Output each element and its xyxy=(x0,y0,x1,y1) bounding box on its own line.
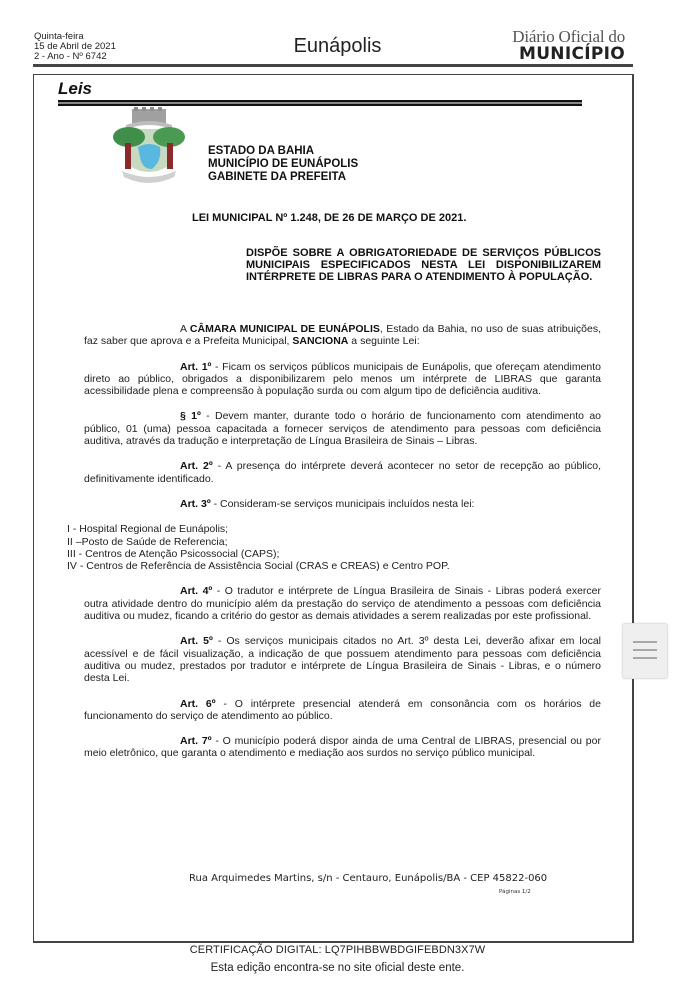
site-note: Esta edição encontra-se no site oficial deste ente. xyxy=(210,962,465,974)
service-item: III - Centros de Atenção Psicossocial (CAPS); xyxy=(67,547,280,560)
law-title: LEI MUNICIPAL Nº 1.248, DE 26 DE MARÇO DE 2021. xyxy=(192,212,467,224)
office-name: GABINETE DA PREFEITA xyxy=(208,171,347,183)
government-heading xyxy=(208,145,358,184)
edition-date: 15 de Abril de 2021 xyxy=(34,41,116,52)
services-list xyxy=(67,523,601,572)
intro-paragraph: A CÂMARA MUNICIPAL DE EUNÁPOLIS, Estado da Bahia, no uso de suas atribuições, faz saber que aprova e a Prefeita Municipal, SANCIONA a seguinte Lei: xyxy=(84,323,602,348)
city-name: Eunápolis xyxy=(293,35,382,57)
law-ementa: DISPÕE SOBRE A OBRIGATORIEDADE DE SERVIÇOS PÚBLICOS MUNICIPAIS ESPECIFICADOS NESTA LEI DISPONIBILIZAREM INTÉRPRETE DE LIBRAS PARA O ATENDIMENTO À POPULAÇÃO. xyxy=(246,247,601,283)
service-item: II –Posto de Saúde de Referencia; xyxy=(67,535,228,548)
article-5: Art. 5º - Os serviços municipais citados no Art. 3º desta Lei, deverão afixar em local acessível e de fácil visualização, a indicação de que possuem atendimento para pessoas com deficiência auditiva ou mudez, prestados por tradutor e intérprete de Língua Brasileira de Sinais - Libras, e o número desta Lei. xyxy=(84,635,601,685)
municipal-coat-of-arms-icon xyxy=(112,107,186,189)
article-6: Art. 6º - O intérprete presencial atenderá em consonância com os horários de funcionamento do serviço de atendimento ao público. xyxy=(84,697,601,722)
service-item: IV - Centros de Referência de Assistência Social (CRAS e CREAS) e Centro POP. xyxy=(67,560,450,573)
paragraph-1: § 1º - Devem manter, durante todo o horário de funcionamento com atendimento ao público, 01 (uma) pessoa capacitada a fornecer serviços de atendimento para pessoas com deficiência auditiva, através da tradução e interpretação de Língua Brasileira de Sinais – Libras. xyxy=(84,410,601,448)
state-name: ESTADO DA BAHIA xyxy=(208,145,315,157)
office-address: Rua Arquimedes Martins, s/n - Centauro, Eunápolis/BA - CEP 45822-060 xyxy=(189,873,548,884)
section-rule xyxy=(58,100,582,106)
municipality-name: MUNICÍPIO DE EUNÁPOLIS xyxy=(208,158,359,170)
service-item: I - Hospital Regional de Eunápolis; xyxy=(67,523,229,536)
logo-line-2: MUNICÍPIO xyxy=(518,44,625,64)
article-7: Art. 7º - O município poderá dispor ainda de uma Central de LIBRAS, presencial ou por meio eletrônico, que garanta o atendimento e mediação aos surdos no serviço público municipal. xyxy=(84,735,601,760)
page-count: Páginas 1/2 xyxy=(499,889,531,895)
logo-line-1: Diário Oficial do xyxy=(512,27,625,46)
digital-certification: CERTIFICAÇÃO DIGITAL: LQ7PIHBBWBDGIFEBDN3X7W xyxy=(189,944,486,956)
document-frame xyxy=(33,74,634,943)
article-3: Art. 3º - Consideram-se serviços municipais incluídos nesta lei: xyxy=(180,497,475,510)
section-title: Leis xyxy=(58,79,93,98)
header-rule xyxy=(33,64,633,67)
law-body xyxy=(67,323,602,760)
diario-oficial-logo xyxy=(512,28,625,63)
edition-number: 2 - Ano - Nº 6742 xyxy=(34,51,107,62)
article-2: Art. 2º - A presença do intérprete deverá acontecer no setor de recepção ao público, definitivamente identificado. xyxy=(84,460,601,485)
weekday: Quinta-feira xyxy=(34,31,84,42)
menu-icon[interactable] xyxy=(622,623,668,679)
article-4: Art. 4º - O tradutor e intérprete de Língua Brasileira de Sinais - Libras poderá exercer outra atividade dentro do município além da prestação do serviço de atendimento a pessoas com deficiência auditiva ou mudez, ficando a critério do gestor as demais atividades a serem realizadas por este profissional. xyxy=(84,585,601,623)
article-1: Art. 1º - Ficam os serviços públicos municipais de Eunápolis, que ofereçam atendimento direto ao público, obrigados a disponibilizarem pelo menos um intérprete de LIBRAS que garanta acessibilidade plena e compreensão à população surda ou com algum tipo de deficiência auditiva. xyxy=(84,360,601,398)
